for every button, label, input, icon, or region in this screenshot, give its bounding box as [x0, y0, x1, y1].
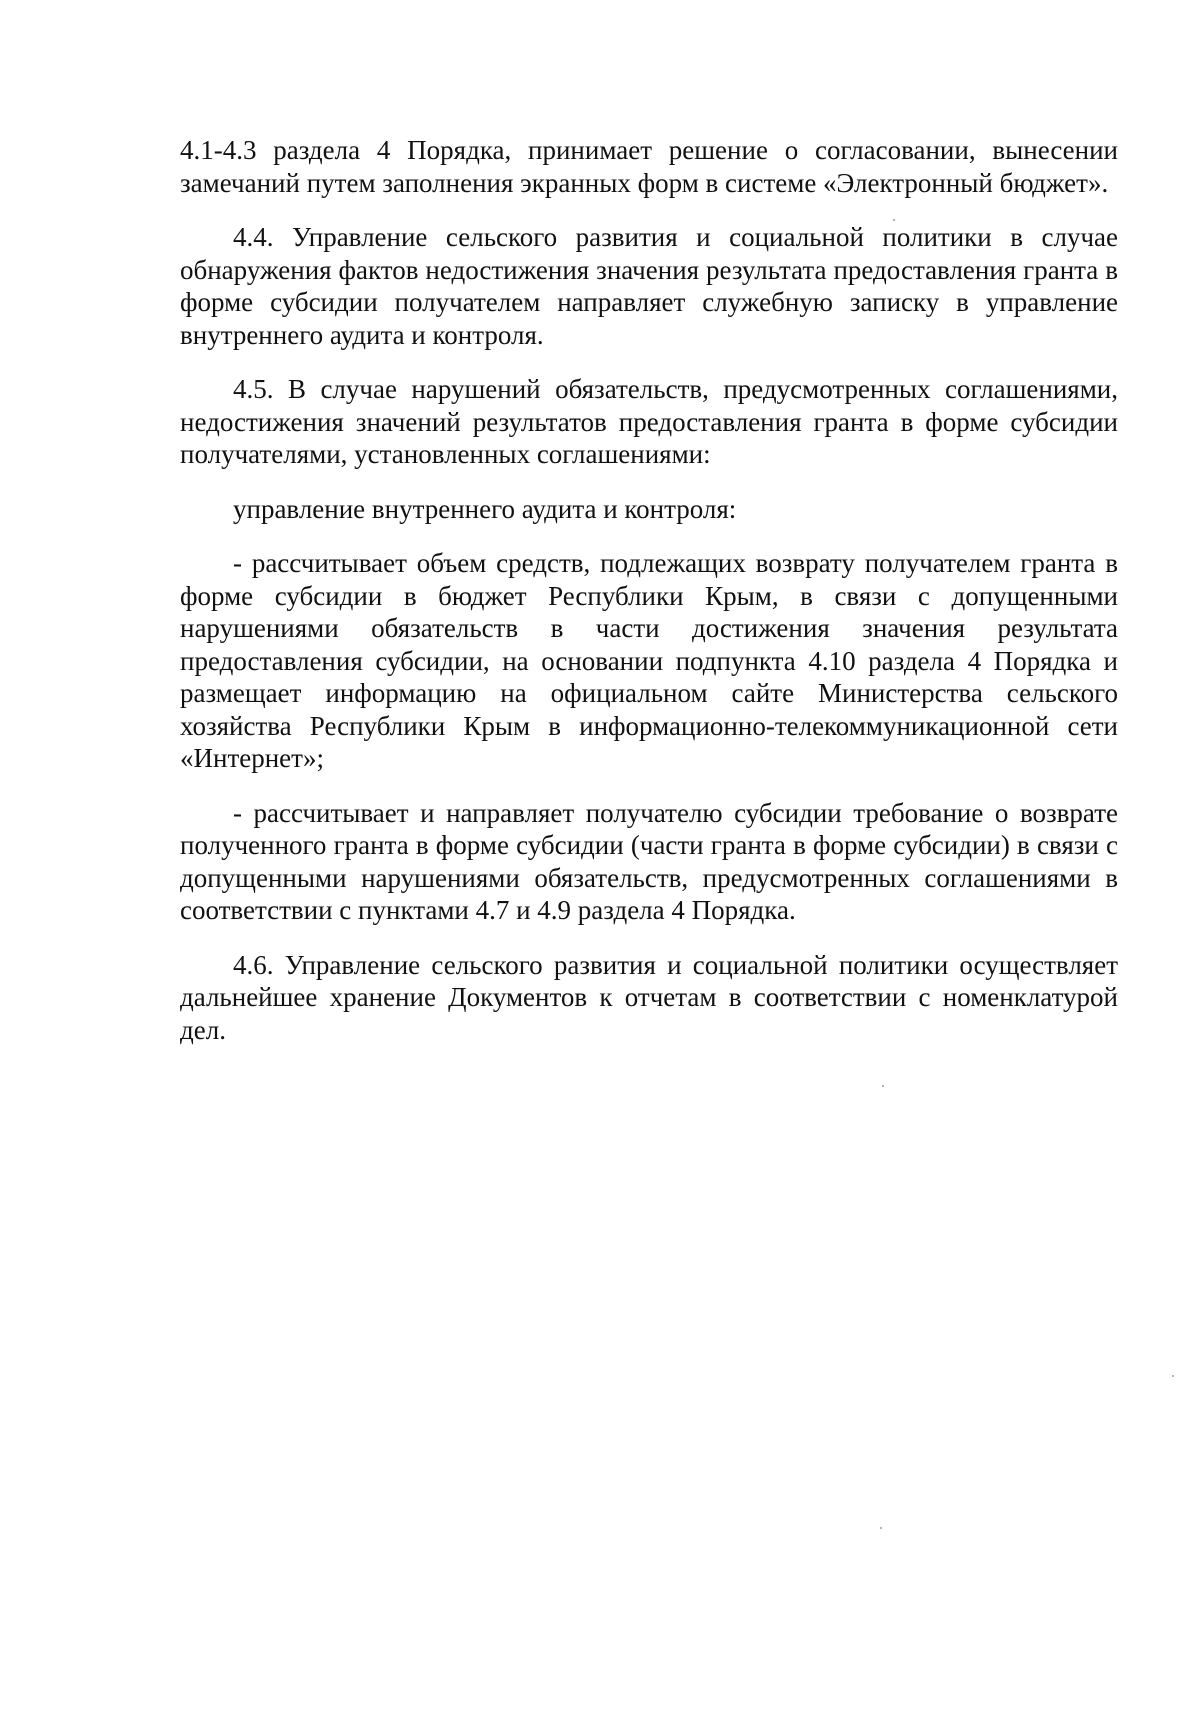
paragraph-4-6: 4.6. Управление сельского развития и социальной политики осуществляет дальнейшее хранение Документов к отчетам в соответствии с номенклатурой дел. [180, 949, 1118, 1045]
paragraph-4-4: 4.4. Управление сельского развития и социальной политики в случае обнаружения фактов недостижения значения результата предоставления гранта в форме субсидии получателем направляет служебную записку в управление внутреннего аудита и контроля. [180, 222, 1118, 350]
scan-speck [1172, 1375, 1174, 1377]
paragraph-continuation: 4.1-4.3 раздела 4 Порядка, принимает решение о согласовании, вынесении замечаний путем заполнения экранных форм в системе «Электронный бюджет». [180, 135, 1118, 198]
document-body [180, 134, 1118, 1068]
scan-speck [882, 1085, 884, 1087]
paragraph-audit-heading: управление внутреннего аудита и контроля: [233, 493, 737, 524]
paragraph-bullet-calculates: - рассчитывает объем средств, подлежащих возврату получателем гранта в форме субсидии в бюджет Республики Крым, в связи с допущенными нарушениями обязательств в части достижения значения результата предоставления субсидии, на основании подпункта 4.10 раздела 4 Порядка и размещает информацию на официальном сайте Министерства сельского хозяйства Республики Крым в информационно-телекоммуникационной сети «Интернет»; [180, 548, 1118, 773]
scan-speck [880, 1527, 882, 1529]
paragraph-bullet-sends-demand: - рассчитывает и направляет получателю субсидии требование о возврате полученного гранта в форме субсидии (части гранта в форме субсидии) в связи с допущенными нарушениями обязательств, предусмотренных соглашениями в соответствии с пунктами 4.7 и 4.9 раздела 4 Порядка. [180, 797, 1118, 925]
paragraph-4-5: 4.5. В случае нарушений обязательств, предусмотренных соглашениями, недостижения значений результатов предоставления гранта в форме субсидии получателями, установленных соглашениями: [180, 374, 1118, 469]
scan-speck [893, 219, 895, 221]
